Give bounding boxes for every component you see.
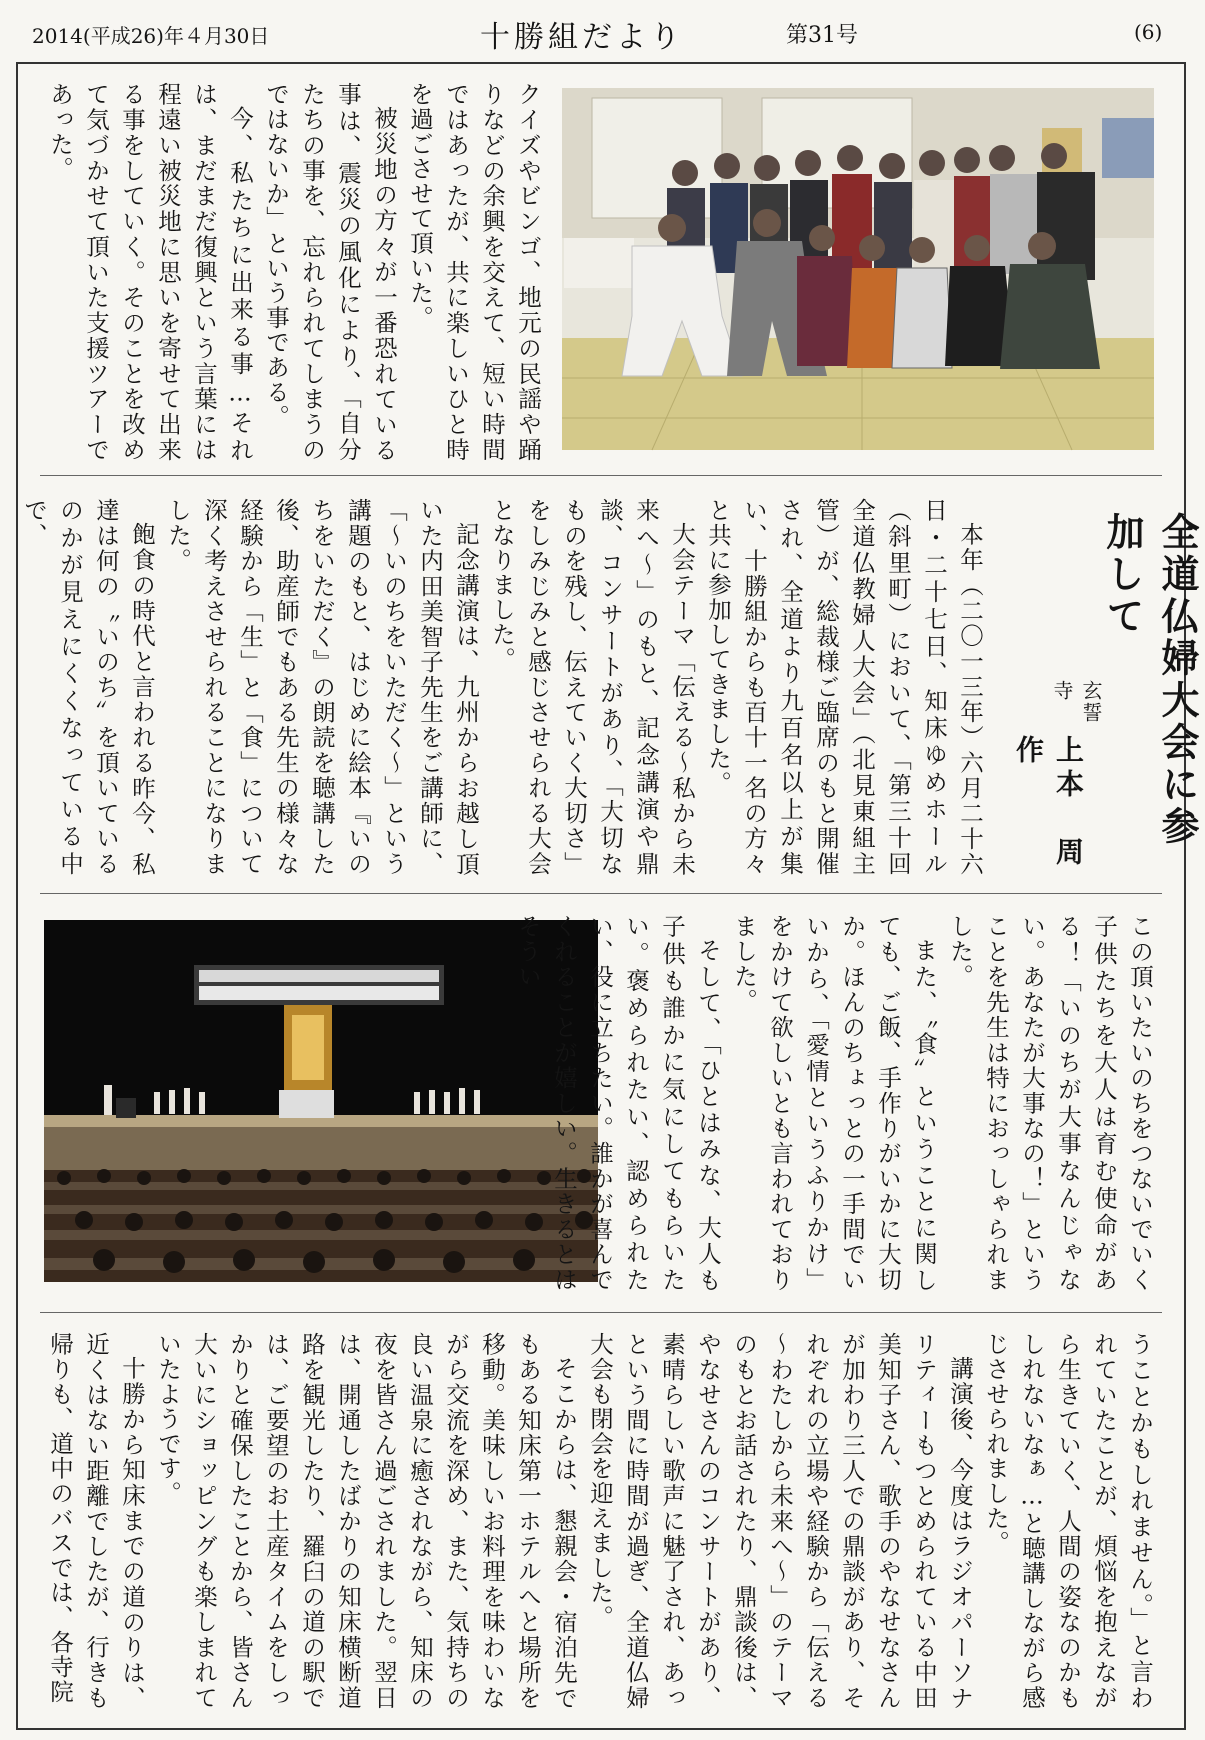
support-tour-text <box>40 82 546 462</box>
paragraph-1-4: 飽食の時代と言われる昨今、私達は何の〝いのち〟を頂いているのかが見えにくくなっている中で、 <box>20 498 156 876</box>
author-name: 上本 周作 <box>1012 735 1085 871</box>
paragraph-1-3: 記念講演は、九州からお越し頂いた内田美智子先生をご講師に、「～いのちをいただく～」という講題のもと、はじめに絵本『いのちをいただく』の朗読を聴講した後、助産師でもある先生の様々な経験から「生」と「食」について深く考えさせられることになりました。 <box>164 498 480 876</box>
issue-date: 2014(平成26)年４月30日 <box>32 24 270 48</box>
paragraph-4-2: 被災地の方々が一番恐れている事は、震災の風化により、「自分たちの事を、忘れられてしまうのではないか」という事である。 <box>262 82 398 462</box>
paragraph-3-2: 講演後、今度はラジオパーソナリティーもつとめられている中田美知子さん、歌手のやなせなさんが加わり三人での鼎談があり、それぞれの立場や経験から「伝える～わたしから未来へ～」のテーマのもとお話されたり、鼎談後は、やなせさんのコンサートがあり、素晴らしい歌声に魅了され、あっという間に時間が過ぎ、全道仏婦大会も閉会を迎えました。 <box>586 1332 974 1710</box>
paragraph-1-1: 本年（二〇一三年）六月二十六日・二十七日、知床ゆめホール（斜里町）において、「第三十回 全道仏教婦人大会」（北見東組主管）が、総裁様ご臨席のもと開催され、全道より九百名以上が集い、十勝組からも百十一名の方々と共に参加してきました。 <box>704 498 984 901</box>
band-rule-1 <box>40 475 1162 476</box>
issue-number: 第31号 <box>786 23 858 48</box>
paragraph-2-3: そして、「ひとはみな、大人も子供も誰かに気にしてもらいたい。褒められたい、認められたい、役に立ちたい。誰かが喜んでくれることが嬉しい。生きるとはそうい <box>514 914 722 1292</box>
page-number: (6) <box>1134 20 1163 44</box>
paragraph-4-1: クイズやビンゴ、地元の民謡や踊りなどの余興を交えて、短い時間ではあったが、共に楽しいひと時を過ごさせて頂いた。 <box>406 82 542 462</box>
group-photo <box>562 88 1154 450</box>
article-body-2 <box>514 914 1158 1292</box>
temple-name: 玄誓寺 <box>1050 680 1103 724</box>
paragraph-3-3: そこからは、懇親会・宿泊先でもある知床第一ホテルへと場所を移動。美味しいお料理を味わいながら交流を深め、また、気持ちの良い温泉に癒されながら、知床の夜を皆さん過ごされました。翌日は、開通したばかりの知床横断道路を観光したり、羅臼の道の駅では、ご要望のお土産タイムをしっかりと確保したことから、皆さん大いにショッピングも楽しまれていたようです。 <box>154 1332 578 1710</box>
paragraph-2-2: また、〝食〟ということに関しても、ご飯、手作りがいかに大切か。ほんのちょっとの一手間でいいから、「愛情というふりかけ」をかけて欲しいとも言われておりました。 <box>730 914 938 1292</box>
group-photo-image <box>562 88 1154 450</box>
paragraph-3-1: うことかもしれません。」と言われていたことが、煩悩を抱えながら生きていく、人間の姿なのかもしれないなぁ…と聴講しながら感じさせられました。 <box>982 1332 1154 1710</box>
paragraph-1-2: 大会テーマ「伝える～私から未来へ～」のもと、記念講演や鼎談、コンサートがあり、「大切なものを残し、伝えていく大切さ」をしみじみと感じさせられる大会となりました。 <box>488 498 696 876</box>
paragraph-4-3: 今、私たちに出来る事…それは、まだまだ復興という言葉には程遠い被災地に思いを寄せて出来る事をしていく。そのことを改めて気づかせて頂いた支援ツアーであった。 <box>46 82 254 462</box>
article-body-3 <box>40 1332 1158 1710</box>
article-title: 全道仏婦大会に参加して <box>1100 512 1200 848</box>
newsletter-title: 十勝組だより <box>480 20 684 55</box>
band-rule-3 <box>40 1312 1162 1313</box>
paragraph-3-4: 十勝から知床までの道のりは、近くはない距離でしたが、行きも帰りも、道中のバスでは、各寺院 <box>46 1332 146 1710</box>
article-body-1 <box>20 498 988 901</box>
page-header <box>0 0 1200 62</box>
paragraph-2-1: この頂いたいのちをつないでいく子供たちを大人は育む使命がある！「いのちが大事なんじゃない。あなたが大事なの！」ということを先生は特におっしゃられました。 <box>946 914 1154 1292</box>
band-rule-2 <box>40 893 1162 894</box>
